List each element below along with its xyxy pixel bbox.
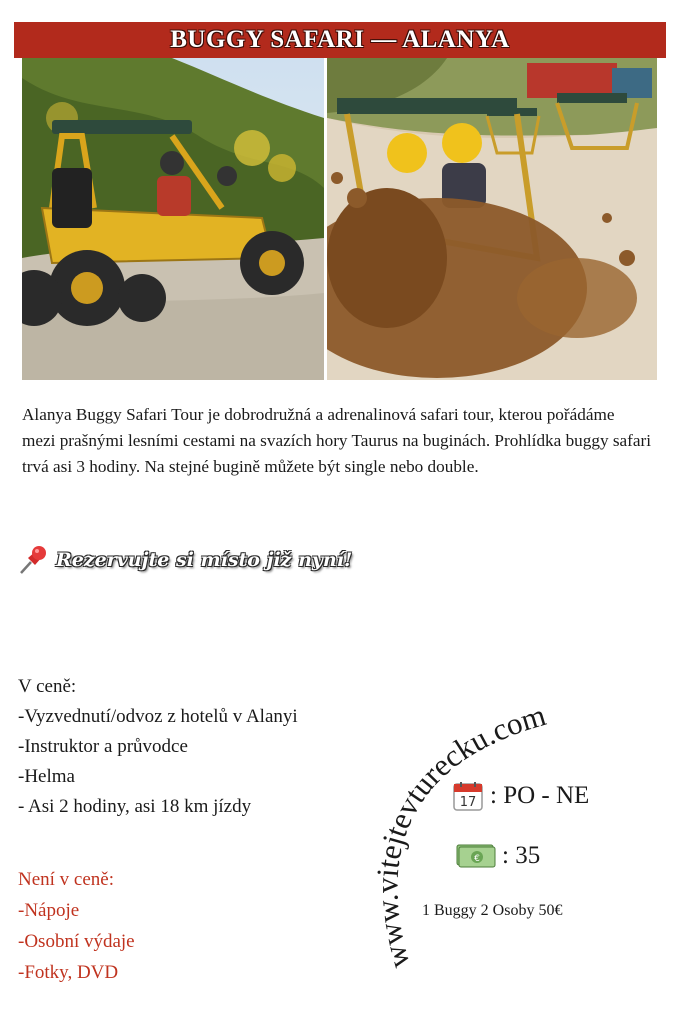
schedule-row <box>452 780 589 812</box>
page-title: BUGGY SAFARI — ALANYA <box>170 26 510 53</box>
not-included-list <box>18 864 318 988</box>
included-title: V ceně: <box>18 676 77 697</box>
mud-splash-buggy-photo <box>327 58 657 380</box>
website-text: www.vitejtevturecku.com <box>369 697 550 973</box>
price-text: : 35 <box>502 842 541 869</box>
included-item: -Instruktor a průvodce <box>18 736 188 757</box>
price-row <box>456 842 540 870</box>
included-item: -Vyzvednutí/odvoz z hotelů v Alanyi <box>18 706 298 727</box>
yellow-buggy-photo <box>22 58 324 380</box>
not-included-item: -Fotky, DVD <box>18 962 119 983</box>
included-item: -Helma <box>18 766 75 787</box>
calendar-day: 17 <box>459 795 477 810</box>
not-included-item: -Osobní výdaje <box>18 931 135 952</box>
svg-text:www.vitejtevturecku.com <box>369 697 549 972</box>
reserve-callout <box>16 543 352 577</box>
money-icon <box>456 842 496 870</box>
website-curved-text <box>360 660 680 990</box>
not-included-title: Není v ceně: <box>18 869 115 890</box>
buggy-price-note: 1 Buggy 2 Osoby 50€ <box>422 902 563 919</box>
tour-description: Alanya Buggy Safari Tour je dobrodružná a adrenalinová safari tour, kterou pořádáme mezi prašnými lesními cestami na svazích hory Taurus na buginách. Prohlídka buggy safari trvá asi 3 hodiny. Na stejné bugině můžete být single nebo double. <box>22 405 652 476</box>
not-included-item: -Nápoje <box>18 900 80 921</box>
title-banner <box>14 22 666 58</box>
calendar-icon <box>452 780 484 812</box>
included-item: - Asi 2 hodiny, asi 18 km jízdy <box>18 796 252 817</box>
svg-text:€: € <box>474 854 480 864</box>
pushpin-icon <box>16 543 50 577</box>
schedule-text: : PO - NE <box>490 782 590 809</box>
reserve-text: Rezervujte si místo již nyní! <box>56 549 353 571</box>
